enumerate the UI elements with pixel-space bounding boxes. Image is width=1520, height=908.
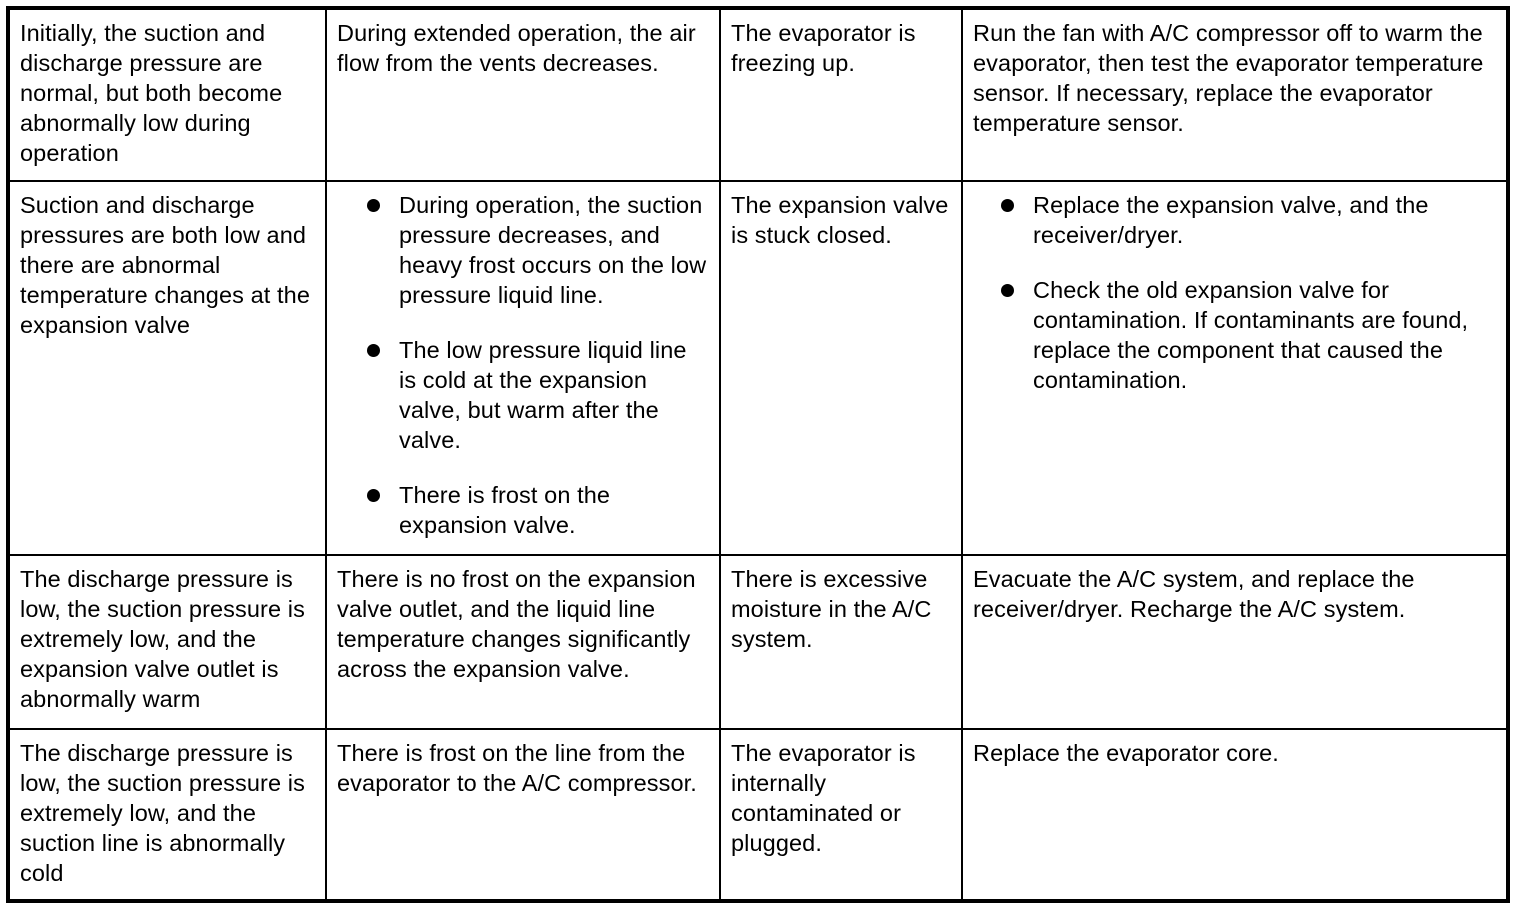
remedy-cell: Replace the evaporator core.	[962, 729, 1508, 901]
bullet-icon	[367, 199, 380, 212]
condition-cell: The discharge pressure is low, the suction pressure is extremely low, and the suction line is abnormally cold	[8, 729, 326, 901]
condition-cell: Suction and discharge pressures are both low and there are abnormal temperature changes at the expansion valve	[8, 181, 326, 555]
bullet-icon	[1001, 199, 1014, 212]
list-item-text: There is frost on the expansion valve.	[399, 482, 611, 538]
list-item	[367, 190, 709, 310]
symptom-cell: During extended operation, the air flow from the vents decreases.	[326, 8, 720, 181]
cause-cell: The evaporator is freezing up.	[720, 8, 962, 181]
diagnosis-table	[6, 6, 1510, 903]
symptom-cell: There is frost on the line from the evaporator to the A/C compressor.	[326, 729, 720, 901]
remedy-cell: Run the fan with A/C compressor off to warm the evaporator, then test the evaporator temperature sensor. If necessary, replace the evaporator temperature sensor.	[962, 8, 1508, 181]
bullet-icon	[367, 489, 380, 502]
table-row	[8, 729, 1508, 901]
list-item-text: Replace the expansion valve, and the receiver/dryer.	[1033, 192, 1429, 248]
list-item	[1001, 275, 1496, 395]
remedy-cell	[962, 181, 1508, 555]
list-item	[1001, 190, 1496, 250]
symptom-list	[337, 190, 709, 540]
table-row	[8, 555, 1508, 729]
remedy-list	[973, 190, 1496, 395]
symptom-cell	[326, 181, 720, 555]
condition-cell: Initially, the suction and discharge pressure are normal, but both become abnormally low during operation	[8, 8, 326, 181]
table-row	[8, 8, 1508, 181]
remedy-cell: Evacuate the A/C system, and replace the receiver/dryer. Recharge the A/C system.	[962, 555, 1508, 729]
table-row	[8, 181, 1508, 555]
list-item-text: The low pressure liquid line is cold at the expansion valve, but warm after the valve.	[399, 337, 687, 453]
symptom-cell: There is no frost on the expansion valve outlet, and the liquid line temperature changes significantly across the expansion valve.	[326, 555, 720, 729]
cause-cell: There is excessive moisture in the A/C system.	[720, 555, 962, 729]
list-item	[367, 335, 709, 455]
list-item	[367, 480, 709, 540]
bullet-icon	[1001, 284, 1014, 297]
list-item-text: Check the old expansion valve for contamination. If contaminants are found, replace the component that caused the contamination.	[1033, 277, 1469, 393]
cause-cell: The expansion valve is stuck closed.	[720, 181, 962, 555]
condition-cell: The discharge pressure is low, the suction pressure is extremely low, and the expansion valve outlet is abnormally warm	[8, 555, 326, 729]
bullet-icon	[367, 344, 380, 357]
cause-cell: The evaporator is internally contaminated or plugged.	[720, 729, 962, 901]
list-item-text: During operation, the suction pressure decreases, and heavy frost occurs on the low pressure liquid line.	[399, 192, 707, 308]
